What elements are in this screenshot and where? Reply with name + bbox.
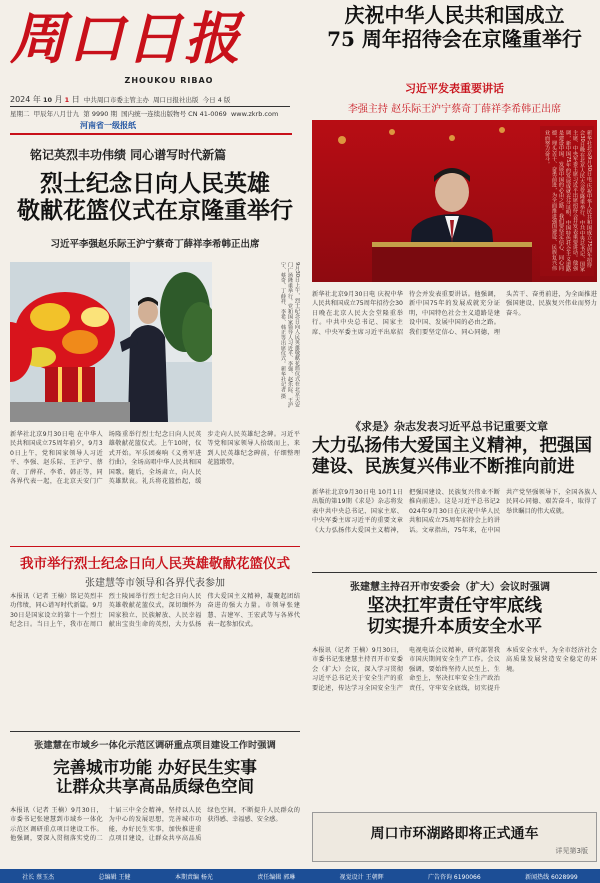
reception-photo [312,120,597,282]
ring-road-ref: 详见第3版 [555,847,588,855]
masthead-pinyin: ZHOUKOU RIBAO [124,76,214,85]
masthead-issue-line [10,109,278,118]
safety-headline-line2: 切实提升本质安全水平 [367,616,542,637]
footer-bar [0,869,600,883]
local-wreath-rule [10,546,300,547]
reception-attendees: 李强主持 赵乐际王沪宁蔡奇丁薛祥李希韩正出席 [347,104,562,115]
cn-number: 国内统一连续出版物号 CN 41-0069 [121,110,227,118]
safety-headline [312,596,597,637]
date-prefix: 2024 年 [10,95,41,104]
footer-item-editor-in-chief: 总编辑 王健 [98,873,131,881]
wreath-headline-line2: 敬献花篮仪式在京隆重举行 [17,197,293,225]
date-day: 1 [64,96,70,104]
footer-item-president: 社长 蔡玉杰 [22,873,55,881]
wreath-headline-line1: 烈士纪念日向人民英雄 [40,170,270,197]
publisher-secondary: 周口日报社出版 [153,96,199,104]
footer-item-news-hotline: 新闻热线 6028999 [525,873,578,881]
city-body: 本报讯（记者 王楠）9月30日，市委书记张建慧到市域乡一体化示范区调研重点项目建设工作。他强调，要深入贯彻落实党的二十届三中全会精神，坚持以人民为中心的发展思想，完善城市功能，办好民生实事，加快推进重点项目建设，让群众共享高品质绿色空间，不断提升人民群众的获得感、幸福感、安全感。 [10,807,300,843]
wreath-photo-illustration [10,262,212,422]
wreath-body: 新华社北京9月30日电 在中华人民共和国成立75周年前夕，9月30日上午，党和国家领导人习近平、李强、赵乐际、王沪宁、蔡奇、丁薛祥、李希、韩正等，同各界代表一起，在北京天安门广场隆重举行烈士纪念日向人民英雄敬献花篮仪式。上午10时，仪式开始。军乐团奏响《义勇军进行曲》，全场高唱中华人民共和国国歌。随后，全场肃立，向人民英雄默哀。礼兵将花篮抬起，缓步走向人民英雄纪念碑。习近平等党和国家领导人拾级而上，来到人民英雄纪念碑前，仔细整理花篮缎带。 [10,431,300,486]
publisher-main: 中共周口市委主管主办 [83,96,149,104]
reception-headline-line2: 75 周年招待会在京隆重举行 [327,26,582,51]
safety-kicker: 张建慧主持召开市安委会（扩大）会议时强调 [350,582,550,593]
city-headline-line2: 让群众共享高品质绿色空间 [56,777,254,797]
ring-road-box [312,812,597,862]
city-rule [10,731,300,732]
qiushi-headline-line1: 大力弘扬伟大爱国主义精神，把强国 [312,436,592,456]
masthead-rule [10,106,290,107]
footer-item-issue-editor: 本期责编 杨光 [174,873,213,881]
wreath-headline [10,170,300,224]
qiushi-kicker: 《求是》杂志发表习近平总书记重要文章 [350,420,548,433]
weekday: 星期二 [10,110,30,118]
footer-item-duty-editor: 责任编辑 郭琳 [257,873,296,881]
footer-item-visual-design: 视觉设计 王朝辉 [339,873,384,881]
wreath-subhead: 习近平李强赵乐际王沪宁蔡奇丁薛祥李希韩正出席 [50,239,260,250]
date-month-unit: 月 [52,95,63,104]
city-headline-line1: 完善城市功能 办好民生实事 [53,758,257,777]
wreath-photo [10,262,212,422]
safety-rule [312,572,597,573]
website: www.zkrb.com [230,110,279,118]
date-month: 10 [42,96,53,104]
qiushi-headline [312,436,597,477]
masthead-title: 周口日报 [10,6,242,72]
reception-subhead: 习近平发表重要讲话 [405,82,504,95]
masthead-red-rule [10,133,292,135]
reception-body: 新华社北京9月30日电 庆祝中华人民共和国成立75周年招待会30日晚在北京人民大会堂隆重举行。中共中央总书记、国家主席、中央军委主席习近平出席招待会并发表重要讲话。他强调，新中国75年的发展成就充分证明，中国特色社会主义道路是建设中国、发展中国的必由之路。我们要坚定信心、同心同德，埋头苦干、奋勇前进，为全面推进强国建设、民族复兴伟业而努力奋斗。 [312,291,597,336]
qiushi-body: 新华社北京9月30日电 10月1日出版的第19期《求是》杂志将发表中共中央总书记、国家主席、中央军委主席习近平的重要文章《大力弘扬伟大爱国主义精神，把强国建设、民族复兴伟业不断推向前进》。这是习近平总书记2024年9月30日在庆祝中华人民共和国成立75周年招待会上的讲话。文章指出，75年来，在中国共产党坚强领导下，全国各族人民同心同德、艰苦奋斗，取得了举世瞩目的伟大成就。 [312,489,597,534]
reception-headline [312,4,597,51]
local-wreath-body: 本报讯（记者 王楠）铭记英烈丰功伟绩，同心谱写时代新篇。9月30日是国家设立的第十一个烈士纪念日。当日上午，我市在周口烈士陵园举行烈士纪念日向人民英雄敬献花篮仪式，深切缅怀为国家独立、民族解放、人民幸福献出宝贵生命的英烈，大力弘扬伟大爱国主义精神，凝聚起团结奋进的强大力量。市领导张建慧、吉建军、王宏武等与各界代表一起参加仪式。 [10,593,300,629]
reception-photo-caption: 新华社北京9月30日电 庆祝中华人民共和国成立75周年招待会30日晚在北京人民大会堂隆重举行。中共中央总书记、国家主席、中央军委主席习近平出席招待会并发表重要讲话。他强调，新中国75年的发展成就充分证明，中国特色社会主义道路是建设中国、发展中国的必由之路。我们要坚定信心、同心同德，埋头苦干、奋勇前进，为全面推进强国建设、民族复兴伟业而努力奋斗。 [544,130,592,272]
qiushi-headline-line2: 建设、民族复兴伟业不断推向前进 [312,456,575,477]
local-wreath-headline: 我市举行烈士纪念日向人民英雄敬献花篮仪式 [20,556,290,572]
page-count: 今日 4 版 [202,96,231,104]
wreath-photo-caption: 9月30日上午，烈士纪念日向人民英雄敬献花篮仪式在北京天安门广场隆重举行。党和国家领导人习近平、李强、赵乐际、王沪宁、蔡奇、丁薛祥、李希、韩正等出席仪式。新华社记者 摄 [280,262,300,408]
ring-road-headline: 周口市环湖路即将正式通车 [370,826,539,842]
city-kicker: 张建慧在市域乡一体化示范区调研重点项目建设工作时强调 [34,740,276,751]
safety-body: 本报讯（记者 王楠）9月30日，市委书记张建慧主持召开市安委会（扩大）会议，深入学习贯彻习近平总书记关于安全生产的重要论述，传达学习全国安全生产电视电话会议精神，研究部署我市国庆期间安全生产工作。会议强调，要始终坚持人民至上、生命至上，坚决扛牢安全生产政治责任，守牢安全底线，切实提升本质安全水平，为全市经济社会高质量发展营造安全稳定的环境。 [312,647,597,692]
wreath-kicker: 铭记英烈丰功伟绩 同心谱写时代新篇 [30,148,227,162]
local-wreath-subhead: 张建慧等市领导和各界代表参加 [85,578,225,589]
city-headline [10,758,300,797]
date-day-unit: 日 [69,95,80,104]
footer-item-ad-hotline: 广告咨询 6190066 [428,873,481,881]
lunar-date: 甲辰年八月廿九 [33,110,80,118]
reception-headline-line1: 庆祝中华人民共和国成立 [344,3,565,27]
safety-headline-line1: 坚决扛牢责任守牢底线 [367,596,542,616]
issue-number: 第 9990 期 [83,110,117,118]
provincial-tag: 河南省一级报纸 [80,121,136,130]
masthead-date-line [10,94,230,105]
